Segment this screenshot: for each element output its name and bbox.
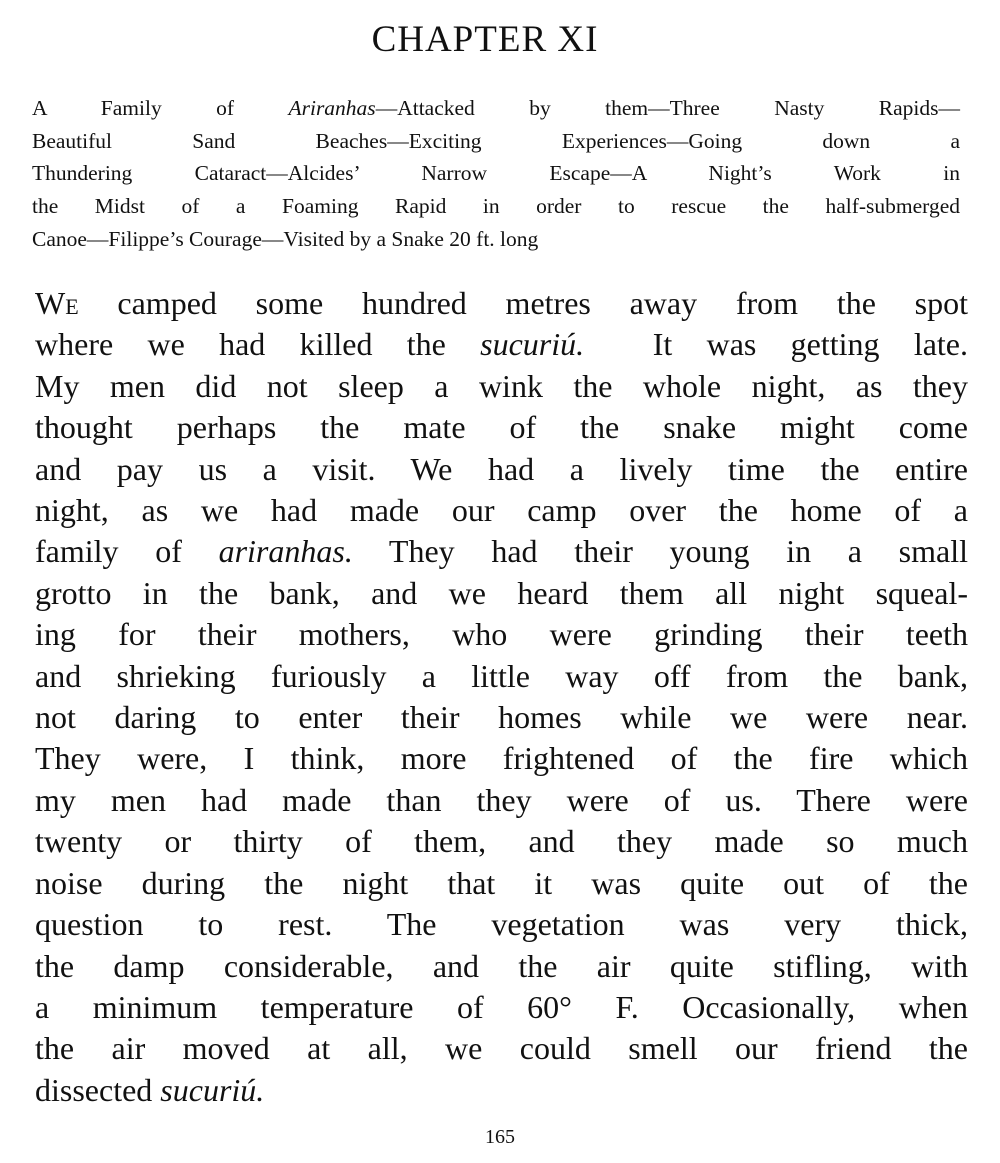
chapter-summary [32,92,960,256]
body-line: grotto in the bank, and we heard them all night squeal- [35,574,968,611]
italic-term: sucuriú. [480,326,585,363]
chapter-title: CHAPTER XI [371,19,599,60]
body-line: not daring to enter their homes while we were near. [35,699,968,736]
paragraph [35,283,968,1111]
body-line: noise during the night that it was quite out of the [35,864,968,901]
body-line: a minimum temperature of 60° F. Occasionally, when [35,988,968,1025]
body-line: My men did not sleep a wink the whole night, as they [35,367,968,404]
italic-term: sucuriú. [160,1071,265,1108]
body-line: We camped some hundred metres away from the spot [35,285,968,321]
body-line: the damp considerable, and the air quite stifling, with [35,947,968,984]
body-line: and pay us a visit. We had a lively time the entire [35,450,968,487]
body-line: my men had made than they were of us. There were [35,781,968,818]
body-line: They were, I think, more frightened of the fire which [35,740,968,777]
page-number: 165 [485,1126,515,1148]
body-line: question to rest. The vegetation was very thick, [35,906,968,943]
italic-term: Ariranhas [288,96,376,120]
summary-line: the Midst of a Foaming Rapid in order to rescue the half-submerged [32,194,960,219]
summary-line: Canoe—Filippe’s Courage—Visited by a Snake 20 ft. long [32,226,539,251]
opening-word: We [35,285,79,321]
body-line: twenty or thirty of them, and they made so much [35,823,968,860]
body-line: and shrieking furiously a little way off from the bank, [35,657,968,694]
body-line: where we had killed the sucuriú. It was getting late. [35,326,968,363]
summary-line: A Family of Ariranhas—Attacked by them—Three Nasty Rapids— [32,96,961,120]
italic-term: ariranhas. [218,533,353,570]
body-line: the air moved at all, we could smell our friend the [35,1030,968,1067]
body-line: family of ariranhas. They had their young in a small [35,533,969,570]
body-line: thought perhaps the mate of the snake might come [35,409,968,446]
summary-line: Beautiful Sand Beaches—Exciting Experiences—Going down a [32,128,960,153]
body-line: ing for their mothers, who were grinding their teeth [35,616,968,653]
summary-line: Thundering Cataract—Alcides’ Narrow Escape—A Night’s Work in [32,161,960,186]
chapter-body [35,283,968,1111]
body-line: night, as we had made our camp over the home of a [35,492,968,529]
body-line: dissected sucuriú. [35,1071,265,1108]
